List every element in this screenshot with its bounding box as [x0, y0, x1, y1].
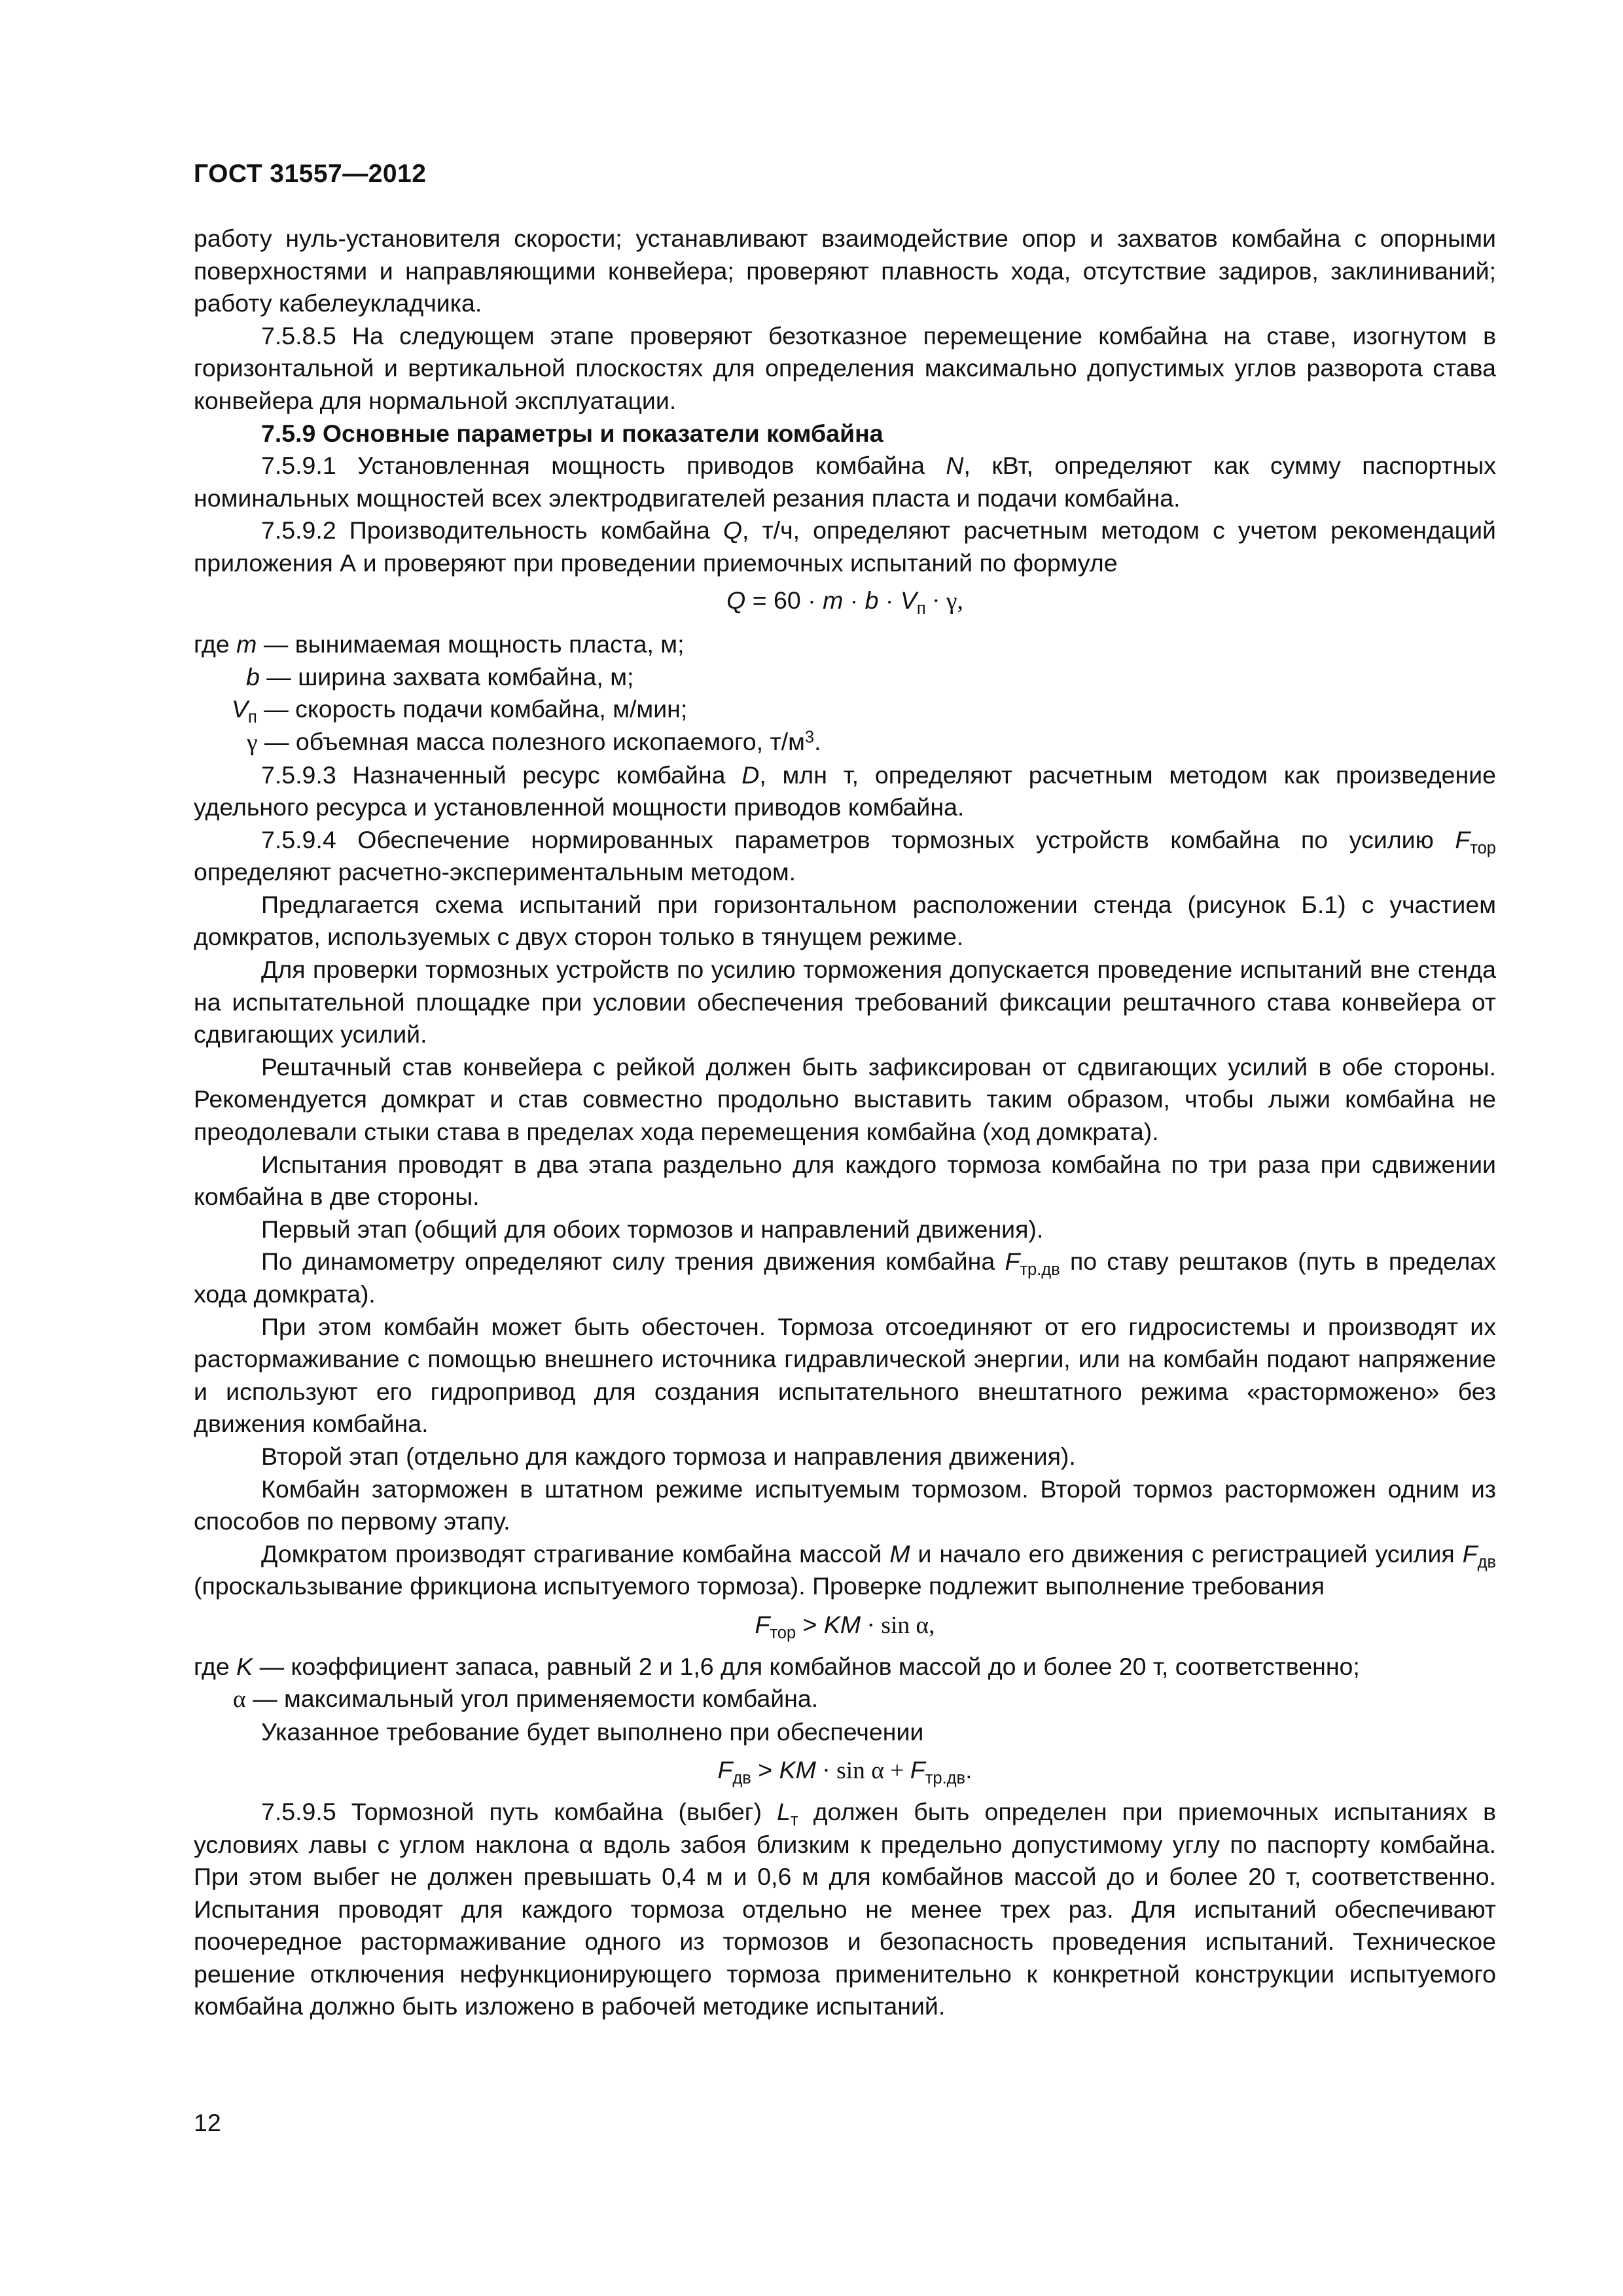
paragraph-conveyor-fixation: Рештачный став конвейера с рейкой должен быть зафиксирован от сдвигающих усилий в обе стороны. Рекомендуется домкрат и став совместно продольно выставить таким образом, чтобы лыжи комбайна не преодолевали стыки става в пределах хода перемещения комбайна (ход домкрата). [194, 1052, 1496, 1146]
formula-productivity: $Q = 60 \cdot m \cdot b \cdot V_п \cdot \gamma$, [726, 586, 963, 618]
formula-brake-force: $F_{тор}$ > KM · sin α, [755, 1610, 935, 1643]
where-item-alpha: α — максимальный угол применяемости комбайна. [233, 1685, 819, 1713]
paragraph-7-5-9-4: 7.5.9.4 Обеспечение нормированных параметров тормозных устройств комбайна по усилию $F_{тор}$ определяют расчетно-экспериментальным методом. [194, 825, 1496, 886]
paragraph-de-energized: При этом комбайн может быть обесточен. Тормоза отсоединяют от его гидросистемы и производят их растормаживание с помощью внешнего источника гидравлической энергии, или на комбайн подают напряжение и используют его гидропривод для создания испытательного внештатного режима «расторможено» без движения комбайна. [194, 1312, 1496, 1438]
paragraph-7-5-9-1: 7.5.9.1 Установленная мощность приводов комбайна N, кВт, определяют как сумму паспортных номинальных мощностей всех электродвигателей резания пласта и подачи комбайна. [194, 452, 1496, 512]
paragraph-braked-combine: Комбайн заторможен в штатном режиме испытуемым тормозом. Второй тормоз расторможен одним из способов по первому этапу. [194, 1475, 1496, 1535]
page-number: 12 [194, 2109, 221, 2136]
paragraph-test-scheme: Предлагается схема испытаний при горизонтальном расположении стенда (рисунок Б.1) с участием домкратов, используемых с двух сторон только в тянущем режиме. [194, 890, 1496, 951]
paragraph-second-stage: Второй этап (отдельно для каждого тормоза и направления движения). [261, 1442, 1076, 1470]
paragraph-7-5-9-2: 7.5.9.2 Производительность комбайна Q, т/ч, определяют расчетным методом с учетом рекомендаций приложения А и проверяют при проведении приемочных испытаний по формуле [194, 516, 1496, 577]
where-item-v: $V_п$ — скорость подачи комбайна, м/мин; [232, 695, 688, 727]
formula-jack-force: $F_{дв}$ > KM · $\sin \alpha + F_{тр.дв}$. [717, 1756, 972, 1788]
section-heading-7-5-9: 7.5.9 Основные параметры и показатели комбайна [261, 419, 883, 447]
where-item-m: где m — вынимаемая мощность пласта, м; [194, 630, 685, 658]
paragraph-first-stage: Первый этап (общий для обоих тормозов и направлений движения). [261, 1215, 1044, 1243]
paragraph-brake-check: Для проверки тормозных устройств по усилию торможения допускается проведение испытаний вне стенда на испытательной площадке при условии обеспечения требований фиксации рештачного става конвейера от сдвигающих усилий. [194, 956, 1496, 1049]
where-item-k: где K — коэффициент запаса, равный 2 и 1,6 для комбайнов массой до и более 20 т, соответственно; [194, 1652, 1360, 1680]
page-body [194, 223, 1496, 2023]
paragraph-continuation: работу нуль-установителя скорости; устанавливают взаимодействие опор и захватов комбайна с опорными поверхностями и направляющими конвейера; проверяют плавность хода, отсутствие задиров, заклиниваний; работу кабелеукладчика. [194, 224, 1496, 317]
where-item-gamma: γ — объемная масса полезного ископаемого, $т/м^3$. [247, 727, 821, 756]
page-header: ГОСТ 31557—2012 [194, 160, 427, 188]
paragraph-requirement: Указанное требование будет выполнено при обеспечении [261, 1717, 924, 1746]
paragraph-test-stages: Испытания проводят в два этапа раздельно для каждого тормоза комбайна по три раза при сдвижении комбайна в две стороны. [194, 1150, 1496, 1211]
paragraph-jack-test: Домкратом производят страгивание комбайна массой M и начало его движения с регистрацией усилия $F_{дв}$ (проскальзывание фрикциона испытуемого тормоза). Проверке подлежит выполнение требования [194, 1539, 1497, 1600]
paragraph-7-5-9-3: 7.5.9.3 Назначенный ресурс комбайна D, млн т, определяют расчетным методом как произведение удельного ресурса и установленной мощности приводов комбайна. [194, 761, 1496, 821]
paragraph-friction-force: По динамометру определяют силу трения движения комбайна $F_{тр.дв}$ по ставу рештаков (путь в пределах хода домкрата). [194, 1247, 1496, 1308]
paragraph-7-5-8-5: 7.5.8.5 На следующем этапе проверяют безотказное перемещение комбайна на ставе, изогнутом в горизонтальной и вертикальной плоскостях для определения максимально допустимых углов разворота става конвейера для нормальной эксплуатации. [194, 321, 1496, 414]
paragraph-7-5-9-5: 7.5.9.5 Тормозной путь комбайна (выбег) $L_т$ должен быть определен при приемочных испытаниях в условиях лавы с углом наклона α вдоль забоя близким к предельно допустимому углу по паспорту комбайна. При этом выбег не должен превышать 0,4 м и 0,6 м для комбайнов массой до и более 20 т, соответственно. Испытания проводят для каждого тормоза отдельно не менее трех раз. Для испытаний обеспечивают поочередное растормаживание одного из тормозов и безопасность проведения испытаний. Техническое решение отключения нефункционирующего тормоза применительно к конкретной конструкции испытуемого комбайна должно быть изложено в рабочей методике испытаний. [194, 1797, 1497, 2020]
where-item-b: b — ширина захвата комбайна, м; [246, 662, 634, 691]
